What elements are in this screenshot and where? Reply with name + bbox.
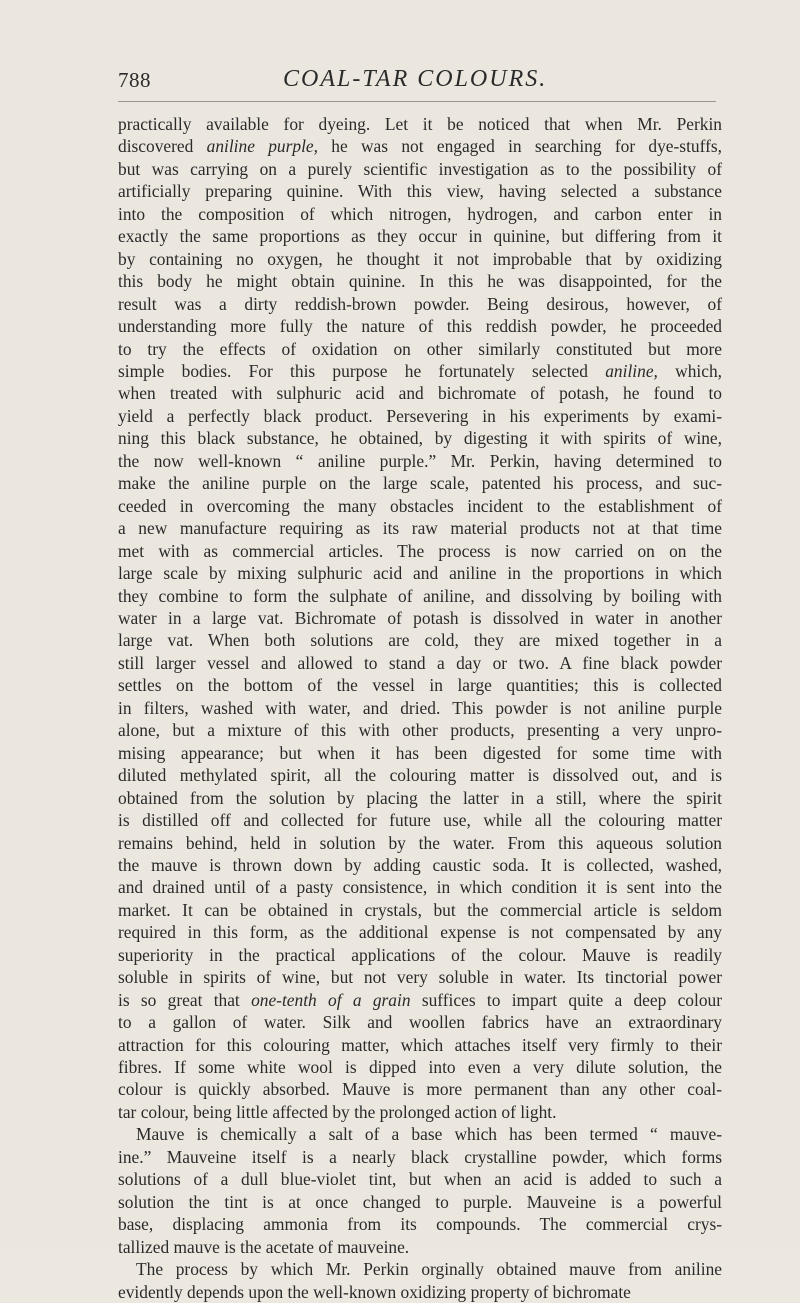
- text-run: make the aniline purple on the large scale, patented his process, and suc-: [118, 473, 722, 494]
- text-line: [118, 719, 722, 741]
- text-run: required in this form, as the additional expense is not compensated by any: [118, 922, 722, 943]
- text-line: [118, 764, 722, 786]
- text-line: [118, 360, 722, 382]
- page-number: 788: [118, 68, 151, 92]
- text-line: [118, 562, 722, 584]
- text-run: soluble in spirits of wine, but not very soluble in water. Its tinctorial power: [118, 967, 722, 988]
- text-run: which,: [657, 360, 722, 381]
- text-line: [118, 1034, 722, 1056]
- text-line: [118, 135, 722, 157]
- text-line: [118, 1011, 722, 1033]
- text-run: practically available for dyeing. Let it be noticed that when Mr. Perkin: [118, 114, 722, 134]
- text-run: market. It can be obtained in crystals, but the commercial article is seldom: [118, 899, 722, 920]
- text-run: he was not engaged in searching for dye-stuffs,: [317, 136, 722, 157]
- text-run: ine.” Mauveine itself is a nearly black crystalline powder, which forms: [118, 1146, 722, 1167]
- text-run: when treated with sulphuric acid and bichromate of potash, he found to: [118, 383, 722, 404]
- text-line: [118, 944, 722, 966]
- text-run: diluted methylated spirit, all the colouring matter is dissolved out, and is: [118, 765, 722, 786]
- text-line: [118, 832, 722, 854]
- text-run: obtained from the solution by placing the latter in a still, where the spirit: [118, 787, 722, 808]
- text-run: mising appearance; but when it has been digested for some time with: [118, 742, 722, 763]
- italic-term: aniline purple,: [206, 136, 318, 157]
- page-header: [118, 66, 718, 106]
- text-line: [118, 899, 722, 921]
- text-line: [118, 1191, 722, 1213]
- text-run: solution the tint is at once changed to purple. Mauveine is a powerful: [118, 1191, 722, 1212]
- text-line: [118, 1123, 722, 1145]
- text-run: remains behind, held in solution by the water. From this aqueous solution: [118, 832, 722, 853]
- text-line: [118, 1213, 722, 1235]
- text-run: but was carrying on a purely scientific investigation as to the possibility of: [118, 158, 722, 179]
- text-run: to a gallon of water. Silk and woollen fabrics have an extraordinary: [118, 1012, 722, 1033]
- paragraph: [118, 1258, 722, 1303]
- text-line: [118, 338, 722, 360]
- text-line: [118, 472, 722, 494]
- text-line: [118, 697, 722, 719]
- text-run: fibres. If some white wool is dipped into even a very dilute solution, the: [118, 1057, 722, 1078]
- text-run: The process by which Mr. Perkin orginally obtained mauve from aniline: [136, 1259, 722, 1280]
- text-line: [118, 517, 722, 539]
- text-line: [118, 607, 722, 629]
- text-run: suffices to impart quite a deep colour: [410, 989, 723, 1010]
- text-line: [118, 1168, 722, 1190]
- text-run: met with as commercial articles. The process is now carried on on the: [118, 540, 722, 561]
- text-run: result was a dirty reddish-brown powder. Being desirous, however, of: [118, 293, 722, 314]
- text-line: [118, 180, 722, 202]
- text-run: yield a perfectly black product. Persevering in his experiments by exami-: [118, 405, 722, 426]
- text-line: [118, 629, 722, 651]
- text-run: colour is quickly absorbed. Mauve is more permanent than any other coal-: [118, 1079, 722, 1100]
- text-run: by containing no oxygen, he thought it not improbable that by oxidizing: [118, 248, 722, 269]
- text-run: alone, but a mixture of this with other products, presenting a very unpro-: [118, 720, 722, 741]
- text-line: [118, 1236, 722, 1258]
- text-run: the mauve is thrown down by adding caustic soda. It is collected, washed,: [118, 854, 722, 875]
- text-line: [118, 787, 722, 809]
- text-run: ceeded in overcoming the many obstacles incident to the establishment of: [118, 495, 722, 516]
- text-line: [118, 293, 722, 315]
- text-line: [118, 158, 722, 180]
- text-run: Mauve is chemically a salt of a base which has been termed “ mauve-: [136, 1124, 722, 1145]
- text-line: [118, 270, 722, 292]
- text-line: [118, 876, 722, 898]
- text-line: [118, 427, 722, 449]
- text-run: solutions of a dull blue-violet tint, but when an acid is added to such a: [118, 1169, 722, 1190]
- text-run: into the composition of which nitrogen, hydrogen, and carbon enter in: [118, 203, 722, 224]
- text-line: [118, 966, 722, 988]
- text-line: [118, 113, 722, 135]
- text-run: ning this black substance, he obtained, by digesting it with spirits of wine,: [118, 428, 722, 449]
- text-run: in filters, washed with water, and dried. This powder is not aniline purple: [118, 697, 722, 718]
- text-line: [118, 921, 722, 943]
- text-run: superiority in the practical applications of the colour. Mauve is readily: [118, 944, 722, 965]
- text-line: [118, 742, 722, 764]
- italic-term: aniline,: [605, 360, 658, 381]
- text-run: large scale by mixing sulphuric acid and aniline in the proportions in which: [118, 563, 722, 584]
- text-line: [118, 1078, 722, 1100]
- text-run: tallized mauve is the acetate of mauveine.: [118, 1236, 410, 1257]
- text-run: large vat. When both solutions are cold, they are mixed together in a: [118, 630, 722, 651]
- text-line: [118, 315, 722, 337]
- text-line: [118, 248, 722, 270]
- header-rule: [118, 101, 716, 102]
- running-title: COAL-TAR COLOURS.: [283, 66, 548, 92]
- text-run: a new manufacture requiring as its raw material products not at that time: [118, 518, 722, 539]
- text-run: evidently depends upon the well-known oxidizing property of bichromate: [118, 1281, 631, 1302]
- text-line: [118, 1146, 722, 1168]
- text-run: attraction for this colouring matter, which attaches itself very firmly to their: [118, 1034, 722, 1055]
- text-line: [118, 1101, 722, 1123]
- text-run: the now well-known “ aniline purple.” Mr. Perkin, having determined to: [118, 450, 722, 471]
- text-run: is distilled off and collected for future use, while all the colouring matter: [118, 810, 722, 831]
- text-line: [118, 405, 722, 427]
- text-run: base, displacing ammonia from its compounds. The commercial crys-: [118, 1214, 722, 1235]
- text-line: [118, 1056, 722, 1078]
- text-line: [118, 450, 722, 472]
- text-run: this body he might obtain quinine. In this he was disappointed, for the: [118, 271, 722, 292]
- text-line: [118, 854, 722, 876]
- text-run: and drained until of a pasty consistence, in which condition it is sent into the: [118, 877, 722, 898]
- text-run: water in a large vat. Bichromate of potash is dissolved in water in another: [118, 607, 722, 628]
- text-run: understanding more fully the nature of this reddish powder, he proceeded: [118, 316, 722, 337]
- text-line: [118, 809, 722, 831]
- text-run: discovered: [118, 136, 207, 157]
- text-line: [118, 989, 722, 1011]
- text-run: still larger vessel and allowed to stand a day or two. A fine black powder: [118, 652, 722, 673]
- text-line: [118, 540, 722, 562]
- text-run: settles on the bottom of the vessel in large quantities; this is collected: [118, 675, 722, 696]
- text-run: tar colour, being little affected by the prolonged action of light.: [118, 1101, 557, 1122]
- text-line: [118, 495, 722, 517]
- text-run: simple bodies. For this purpose he fortunately selected: [118, 360, 606, 381]
- text-run: is so great that: [118, 989, 252, 1010]
- text-run: to try the effects of oxidation on other similarly constituted but more: [118, 338, 722, 359]
- text-run: artificially preparing quinine. With this view, having selected a substance: [118, 181, 722, 202]
- paragraph: [118, 113, 722, 1123]
- text-line: [118, 674, 722, 696]
- text-line: [118, 652, 722, 674]
- italic-term: one-tenth of a grain: [251, 989, 411, 1010]
- text-run: exactly the same proportions as they occur in quinine, but differing from it: [118, 226, 722, 247]
- text-line: [118, 203, 722, 225]
- text-line: [118, 585, 722, 607]
- text-line: [118, 1281, 722, 1303]
- text-run: they combine to form the sulphate of aniline, and dissolving by boiling with: [118, 585, 722, 606]
- body-text: [118, 113, 722, 1303]
- text-line: [118, 382, 722, 404]
- paragraph: [118, 1123, 722, 1258]
- text-line: [118, 1258, 722, 1280]
- text-line: [118, 225, 722, 247]
